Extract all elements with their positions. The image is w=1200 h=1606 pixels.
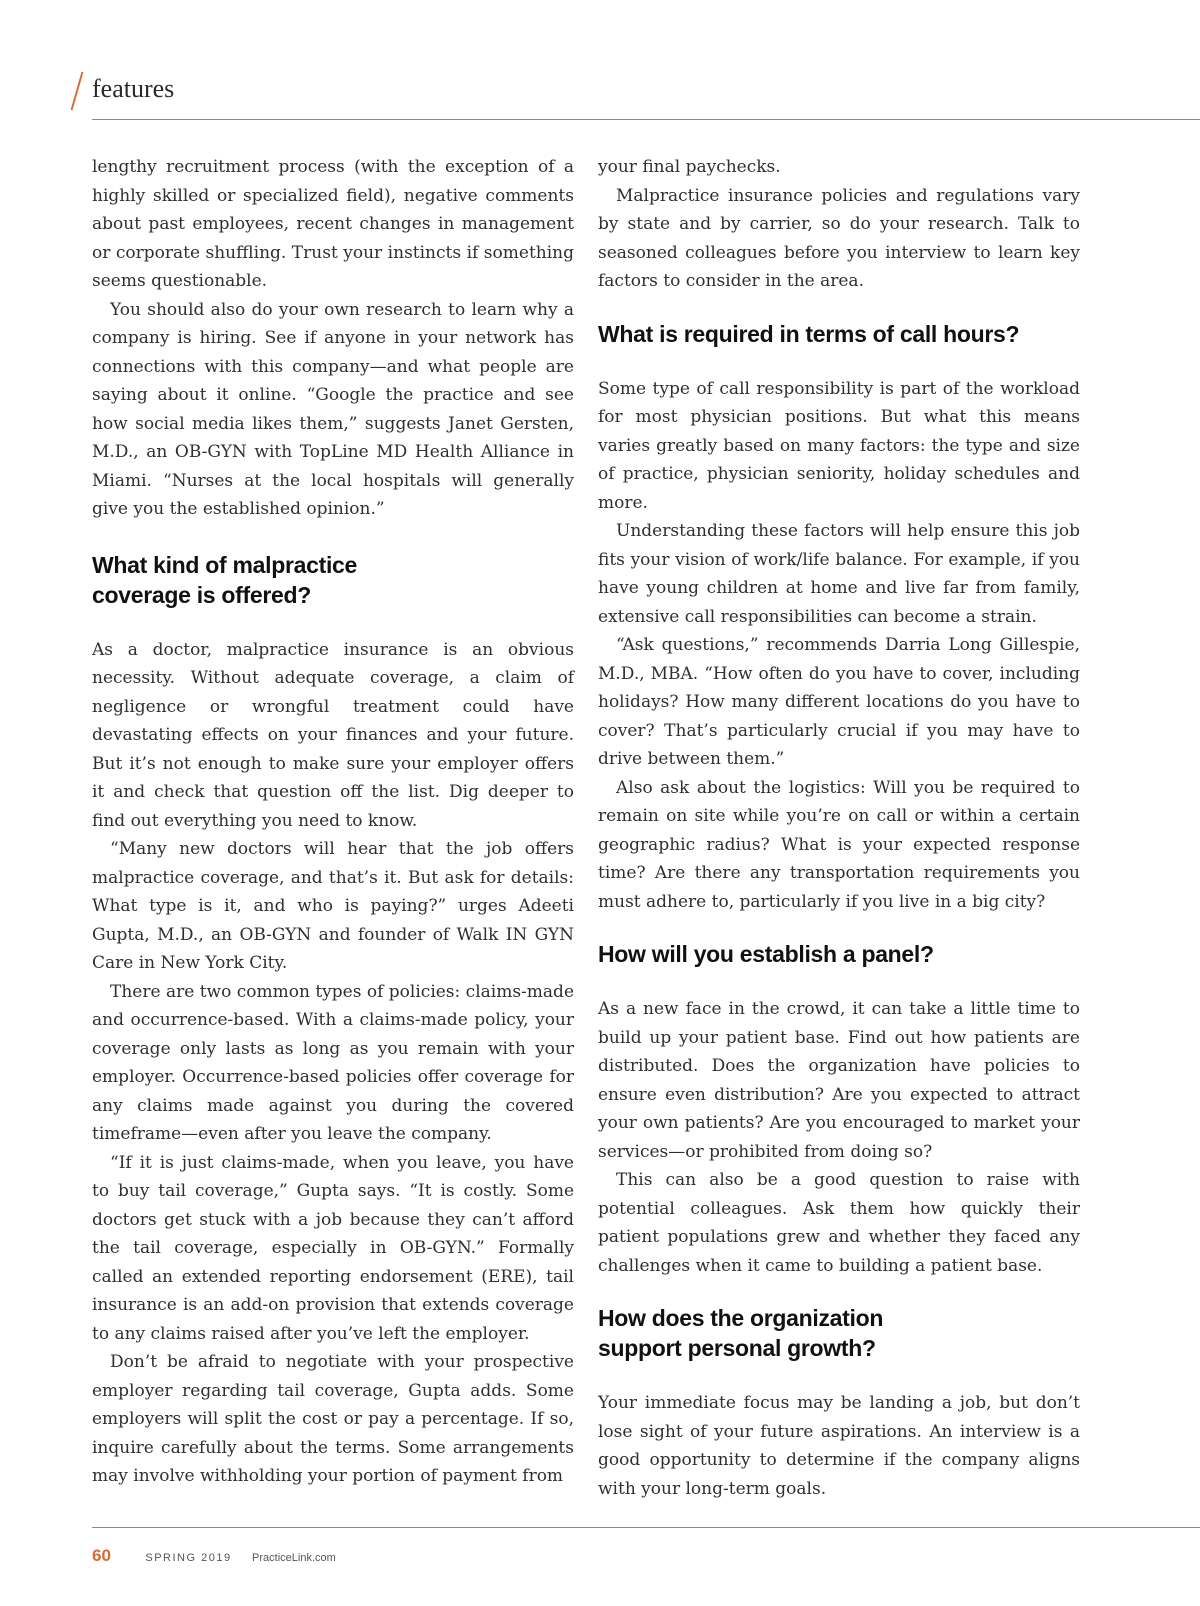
subheading-call-hours: What is required in terms of call hours? (598, 320, 1020, 347)
article-column-right (598, 153, 1080, 1503)
paragraph: Don’t be afraid to negotiate with your prospective employer regarding tail coverage, Gupta adds. Some employers will split the cost or pay a percentage. If so, inquire carefully about the terms. Some arrangements may involve withholding your portion of payment from (92, 1352, 574, 1486)
footer-rule (92, 1527, 1200, 1528)
issue-label: SPRING 2019 (145, 1552, 232, 1564)
paragraph: “Many new doctors will hear that the job offers malpractice coverage, and that’s it. But ask for details: What type is it, and who is paying?” urges Adeeti Gupta, M.D., an OB-GYN and founder of Walk IN GYN Care in New York City. (92, 839, 574, 973)
paragraph: Your immediate focus may be landing a job, but don’t lose sight of your future aspirations. An interview is a good opportunity to determine if the company aligns with your long-term goals. (598, 1393, 1080, 1499)
paragraph: Some type of call responsibility is part of the workload for most physician positions. But what this means varies greatly based on many factors: the type and size of practice, physician seniority, holiday schedules and more. (598, 378, 1080, 513)
paragraph: “If it is just claims-made, when you leave, you have to buy tail coverage,” Gupta says. “It is costly. Some doctors get stuck with a job because they can’t afford the tail coverage, especially in OB-GYN.” Formally called an extended reporting endorsement (ERE), tail insurance is an add-on provision that extends coverage to any claims raised after you’ve left the employer. (92, 1152, 574, 1344)
header-rule (92, 119, 1200, 120)
section-label: features (92, 74, 175, 103)
paragraph: “Ask questions,” recommends Darria Long Gillespie, M.D., MBA. “How often do you have to cover, including holidays? How many different locations do you have to cover? That’s particularly crucial if you may have to drive between them.” (598, 635, 1080, 769)
paragraph: As a new face in the crowd, it can take a little time to build up your patient base. Find out how patients are distributed. Does the organization have policies to ensure even distribution? Are you expected to attract your own patients? Are you encouraged to market your services—or prohibited from doing so? (598, 999, 1080, 1162)
paragraph: Also ask about the logistics: Will you be required to remain on site while you’re on call or within a certain geographic radius? What is your expected response time? Are there any transportation requirements you must adhere to, particularly if you live in a big city? (598, 777, 1080, 912)
paragraph: Understanding these factors will help ensure this job fits your vision of work/life balance. For example, if you have young children at home and live far from family, extensive call responsibilities can become a strain. (598, 521, 1080, 627)
site-link[interactable]: PracticeLink.com (252, 1552, 336, 1564)
paragraph: lengthy recruitment process (with the exception of a highly skilled or specialized field), negative comments about past employees, recent changes in management or corporate shuffling. Trust your instincts if something seems questionable. (92, 157, 574, 291)
paragraph: your final paychecks. (598, 157, 781, 177)
paragraph: There are two common types of policies: claims-made and occurrence-based. With a claims-made policy, your coverage only lasts as long as you remain with your employer. Occurrence-based policies offer coverage for any claims made against you during the covered timeframe—even after you leave the company. (92, 981, 574, 1144)
subheading-malpractice: What kind of malpractice coverage is offered? (92, 551, 358, 608)
page-footer (92, 1546, 336, 1566)
subheading-panel: How will you establish a panel? (598, 941, 934, 967)
paragraph: You should also do your own research to learn why a company is hiring. See if anyone in your network has connections with this company—and what people are saying about it online. “Google the practice and see how social media likes them,” suggests Janet Gersten, M.D., an OB-GYN with TopLine MD Health Alliance in Miami. “Nurses at the local hospitals will generally give you the established opinion.” (92, 299, 574, 519)
section-slash-mark (71, 72, 84, 110)
paragraph: This can also be a good question to raise with potential colleagues. Ask them how quickly their patient populations grew and whether they faced any challenges when it came to building a patient base. (598, 1170, 1080, 1276)
paragraph: Malpractice insurance policies and regulations vary by state and by carrier, so do your research. Talk to seasoned colleagues before you interview to learn key factors to consider in the area. (598, 185, 1080, 291)
page-number: 60 (92, 1546, 111, 1565)
article-column-left (92, 153, 574, 1491)
paragraph: As a doctor, malpractice insurance is an obvious necessity. Without adequate coverage, a claim of negligence or wrongful treatment could have devastating effects on your finances and your future. But it’s not enough to make sure your employer offers it and check that question off the list. Dig deeper to find out everything you need to know. (92, 639, 574, 831)
subheading-personal-growth: How does the organization support personal growth? (598, 1305, 884, 1361)
